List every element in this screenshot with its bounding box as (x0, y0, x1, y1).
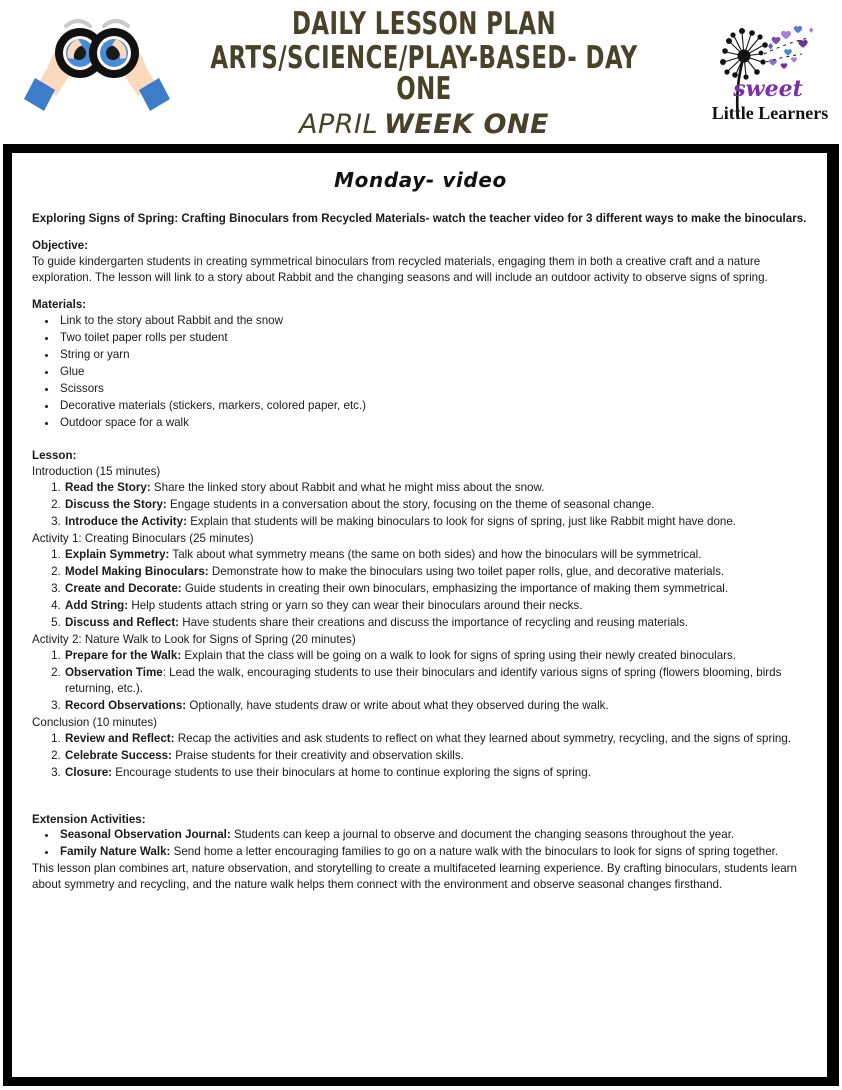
extension-heading: Extension Activities: (32, 812, 146, 826)
list-item (64, 748, 809, 764)
step-text: Recap the activities and ask students to reflect on what they learned about symmetry, recycling, and the signs of spring. (174, 731, 792, 745)
step-title: Celebrate Success: (65, 748, 172, 762)
step-title: Read the Story: (65, 480, 151, 494)
sweet-little-learners-logo (710, 14, 830, 132)
step-title: Create and Decorate: (65, 581, 182, 595)
list-item: • Link to the story about Rabbit and the snow (58, 313, 809, 329)
section-label: Conclusion (10 minutes) (32, 715, 158, 729)
list-item (64, 615, 809, 631)
page-week-line (144, 111, 704, 138)
closing-paragraph: This lesson plan combines art, nature observation, and storytelling to create a multifaceted learning experience. By crafting binoculars, students learn about symmetry and recycling, and the nature walk helps them connect with the environment and observe seasonal changes firsthand. (32, 862, 797, 892)
extension-title: Seasonal Observation Journal: (60, 828, 231, 842)
list-item (64, 514, 809, 530)
list-item: • Glue (58, 364, 809, 380)
step-text: Demonstrate how to make the binoculars using two toilet paper rolls, glue, and decorative materials. (208, 564, 725, 578)
step-text: : Lead the walk, encouraging students to use their binoculars and identify various signs of spring (flowers blooming, birds returning, etc.). (65, 665, 782, 695)
list-item (58, 827, 809, 843)
document-body (12, 153, 827, 1077)
section-label: Activity 1: Creating Binoculars (25 minutes) (32, 531, 254, 545)
header-title-block (144, 5, 704, 138)
objective-text: To guide kindergarten students in creating symmetrical binoculars from recycled materials, engaging them in both a creative craft and a nature exploration. The lesson will link to a story about Rabbit and the changing seasons and will include an outdoor activity to observe signs of spring. (32, 254, 768, 284)
section-steps (32, 480, 809, 530)
list-item (64, 581, 809, 597)
list-item (58, 844, 809, 860)
section-label: Introduction (15 minutes) (32, 464, 161, 478)
extension-text: Students can keep a journal to observe and document the changing seasons throughout the year. (230, 828, 735, 842)
section-label: Activity 2: Nature Walk to Look for Signs of Spring (20 minutes) (32, 632, 356, 646)
extension-text: Send home a letter encouraging families to go on a nature walk with the binoculars to look for signs of spring together. (170, 845, 779, 859)
logo-script-word: sweet (733, 76, 803, 102)
list-item: • Scissors (58, 381, 809, 397)
step-text: Praise students for their creativity and observation skills. (171, 748, 464, 762)
list-item (64, 547, 809, 563)
day-title: Monday- video (334, 168, 507, 192)
step-title: Record Observations: (65, 698, 187, 712)
intro-text: Exploring Signs of Spring: Crafting Binoculars from Recycled Materials- watch the teacher video for 3 different ways to make the binoculars. (32, 212, 807, 225)
binoculars-icon (22, 12, 172, 132)
list-item (64, 564, 809, 580)
list-item (64, 648, 809, 664)
materials-list (32, 313, 809, 431)
objective-heading: Objective: (32, 238, 89, 252)
step-title: Discuss the Story: (65, 497, 167, 511)
lesson-heading: Lesson: (32, 448, 77, 462)
step-text: Encourage students to use their binoculars at home to continue exploring the signs of spring. (112, 765, 591, 779)
extension-list (32, 827, 809, 860)
month-label: APRIL (298, 109, 379, 140)
step-text: Engage students in a conversation about the story, focusing on the theme of seasonal change. (166, 497, 655, 511)
step-text: Help students attach string or yarn so they can wear their binoculars around their necks. (128, 598, 583, 612)
page-subtitle: ARTS/SCIENCE/PLAY-BASED- DAY ONE (210, 40, 638, 107)
lesson-content (32, 211, 809, 893)
step-title: Observation Time (65, 665, 163, 679)
step-text: Optionally, have students draw or write about what they observed during the walk. (186, 698, 609, 712)
list-item: • Two toilet paper rolls per student (58, 330, 809, 346)
extension-title: Family Nature Walk: (60, 845, 171, 859)
list-item: • String or yarn (58, 347, 809, 363)
step-title: Closure: (65, 765, 113, 779)
list-item (64, 731, 809, 747)
step-title: Prepare for the Walk: (65, 648, 182, 662)
section-steps (32, 731, 809, 781)
step-title: Model Making Binoculars: (65, 564, 209, 578)
step-text: Explain that the class will be going on a walk to look for signs of spring using their newly created binoculars. (181, 648, 737, 662)
section-steps (32, 547, 809, 631)
section-steps (32, 648, 809, 714)
step-text: Guide students in creating their own binoculars, emphasizing the importance of making them symmetrical. (181, 581, 729, 595)
step-text: Explain that students will be making binoculars to look for signs of spring, just like Rabbit might have done. (186, 514, 737, 528)
step-text: Share the linked story about Rabbit and what he might miss about the snow. (150, 480, 545, 494)
step-title: Explain Symmetry: (65, 547, 170, 561)
intro-paragraph (32, 211, 809, 227)
list-item (64, 665, 809, 697)
list-item (64, 698, 809, 714)
week-label: WEEK ONE (384, 109, 550, 140)
page-title: DAILY LESSON PLAN (292, 6, 556, 42)
document-frame (3, 144, 839, 1086)
step-title: Add String: (65, 598, 129, 612)
list-item (64, 598, 809, 614)
list-item: • Outdoor space for a walk (58, 415, 809, 431)
step-title: Discuss and Reflect: (65, 615, 180, 629)
step-title: Introduce the Activity: (65, 514, 187, 528)
list-item (64, 497, 809, 513)
materials-heading: Materials: (32, 297, 87, 311)
logo-main-word: Little Learners (711, 103, 829, 123)
list-item: • Decorative materials (stickers, markers, colored paper, etc.) (58, 398, 809, 414)
list-item (64, 765, 809, 781)
step-text: Talk about what symmetry means (the same on both sides) and how the binoculars will be symmetrical. (169, 547, 702, 561)
step-title: Review and Reflect: (65, 731, 175, 745)
step-text: Have students share their creations and discuss the importance of recycling and reusing materials. (179, 615, 689, 629)
page-header (0, 0, 842, 143)
list-item (64, 480, 809, 496)
